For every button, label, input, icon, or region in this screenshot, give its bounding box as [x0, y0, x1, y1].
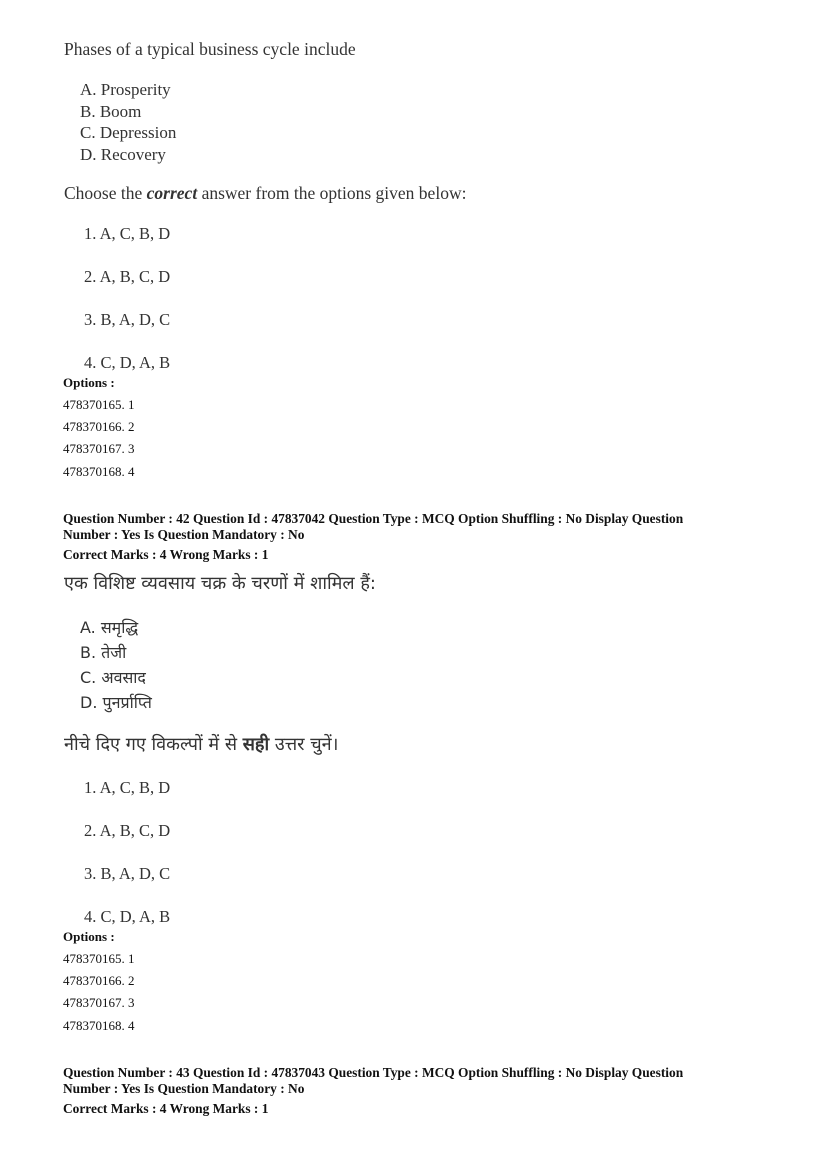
- question-stem: Phases of a typical business cycle include: [64, 39, 356, 59]
- option-id: 478370168. 4: [63, 463, 135, 479]
- question-stem-hindi: एक विशिष्ट व्यवसाय चक्र के चरणों में शामिल हैं:: [64, 573, 376, 594]
- option-id: 478370165. 1: [63, 951, 135, 966]
- answer-choice: 4. C, D, A, B: [84, 353, 171, 372]
- answer-choice: 1. A, C, B, D: [84, 778, 171, 797]
- instruction-emphasis: सही: [242, 734, 270, 755]
- meta-line: Number : Yes Is Question Mandatory : No: [63, 527, 305, 542]
- answer-choice: 3. B, A, D, C: [84, 310, 171, 329]
- option-id: 478370166. 2: [63, 419, 135, 435]
- list-item: D. पुनर्प्राप्ति: [80, 693, 152, 712]
- instruction-pre: नीचे दिए गए विकल्पों में से: [64, 734, 243, 755]
- options-list: [63, 948, 135, 1037]
- instruction-emphasis: correct: [146, 183, 198, 203]
- instruction-text: [64, 183, 466, 204]
- answer-choice: 1. A, C, B, D: [84, 224, 171, 243]
- list-item: B. Boom: [80, 101, 142, 121]
- list-item: C. Depression: [80, 123, 177, 142]
- option-id: 478370168. 4: [63, 1017, 135, 1033]
- option-id: 478370165. 1: [63, 397, 135, 412]
- list-item: B. तेजी: [80, 643, 127, 662]
- answer-choice: 4. C, D, A, B: [84, 907, 171, 926]
- instruction-pre: Choose the: [64, 183, 147, 203]
- instruction-text-hindi: [64, 732, 338, 756]
- phase-list-hindi: [80, 615, 152, 715]
- phase-list: [80, 79, 176, 165]
- instruction-post: answer from the options given below:: [197, 183, 467, 203]
- list-item: D. Recovery: [80, 144, 166, 164]
- meta-line: Question Number : 42 Question Id : 47837042 Question Type : MCQ Option Shuffling : No Display Question: [63, 511, 684, 526]
- instruction-post: उत्तर चुनें।: [269, 734, 339, 755]
- option-id: 478370166. 2: [63, 973, 135, 989]
- options-label: Options :: [63, 929, 115, 944]
- option-id: 478370167. 3: [63, 995, 135, 1011]
- answer-choice: 3. B, A, D, C: [84, 864, 171, 883]
- list-item: C. अवसाद: [80, 668, 146, 687]
- answer-choice: 2. A, B, C, D: [84, 821, 171, 840]
- marks-line: Correct Marks : 4 Wrong Marks : 1: [63, 547, 269, 562]
- list-item: A. समृद्धि: [80, 618, 139, 637]
- meta-line: Number : Yes Is Question Mandatory : No: [63, 1081, 305, 1096]
- question-meta: [63, 511, 763, 563]
- marks-line: Correct Marks : 4 Wrong Marks : 1: [63, 1101, 269, 1116]
- list-item: A. Prosperity: [80, 80, 171, 99]
- question-meta: [63, 1065, 763, 1117]
- meta-line: Question Number : 43 Question Id : 47837043 Question Type : MCQ Option Shuffling : No Display Question: [63, 1065, 684, 1080]
- options-list: [63, 394, 135, 483]
- options-label: Options :: [63, 375, 115, 390]
- option-id: 478370167. 3: [63, 441, 135, 457]
- answer-choice: 2. A, B, C, D: [84, 267, 171, 286]
